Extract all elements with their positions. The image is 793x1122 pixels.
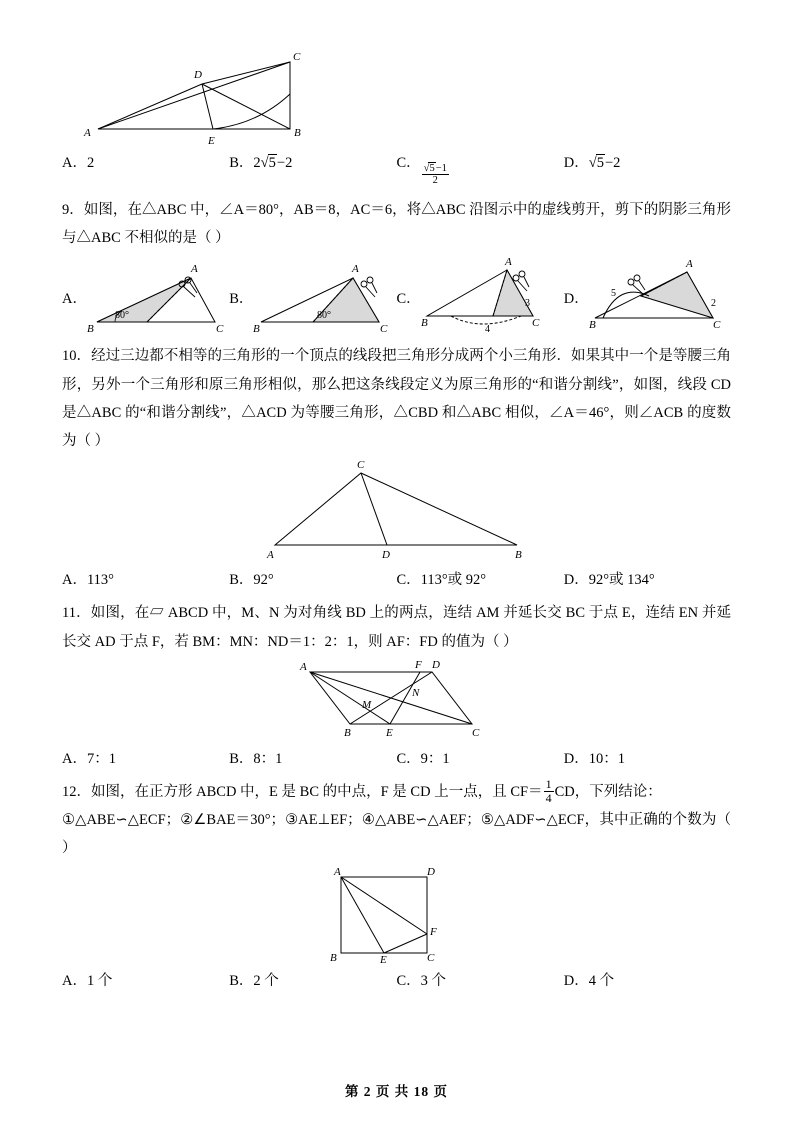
q12-C: C (426, 951, 434, 963)
page-footer: 第 2 页 共 18 页 (344, 1084, 449, 1099)
q11-parallelogram-svg (272, 658, 522, 743)
q10-choice-b[interactable]: B．92° (229, 572, 274, 589)
q9-b-C: C (380, 323, 388, 336)
sqrt-icon: √5 (423, 162, 435, 174)
q12-choice-b[interactable]: B．2 个 (229, 972, 279, 989)
q11-M: M (361, 698, 371, 711)
q9-b-B: B (253, 323, 261, 336)
q8-choice-c-label: C． (396, 155, 421, 171)
q8-choice-c-den: 2 (432, 174, 438, 186)
question-11-text: 11．如图，在▱ ABCD 中，M、N 为对角线 BD 上的两点，连结 AM 并延长交 BC 于点 E，连结 EN 并延长交 AD 于点 F，若 BM：MN：ND＝1：2：1，则 AF：FD 的值为（ ） (62, 605, 731, 650)
svg-text:B: B (294, 127, 301, 139)
q9-option-b-label: B． (229, 290, 254, 307)
q11-figure (62, 658, 731, 743)
q9-c-n4: 4 (484, 324, 490, 336)
svg-text:E: E (208, 135, 215, 147)
q8-choice-b[interactable] (229, 151, 396, 186)
q8-choice-a[interactable] (62, 151, 229, 186)
q9-figure-a (87, 256, 227, 338)
q9-figure-d (589, 256, 729, 338)
q8-choice-d-suffix: −2 (604, 155, 621, 171)
q11-N: N (411, 686, 419, 699)
q10-D: D (381, 549, 390, 562)
q12-choice-d[interactable]: D．4 个 (563, 972, 615, 989)
q8-choices (62, 151, 731, 186)
q9-a-B: B (86, 323, 94, 336)
q8-choice-d-label: D． (563, 155, 589, 171)
q8-choice-b-radicand: 5 (268, 155, 276, 171)
sqrt-icon: √5 (260, 155, 276, 171)
q11-choice-a[interactable]: A．7：1 (62, 750, 116, 767)
q8-choice-a-label: A． (62, 155, 87, 171)
question-10-text: 10．经过三边都不相等的三角形的一个顶点的线段把三角形分成两个小三角形．如果其中一个是等腰三角形，另外一个三角形和原三角形相似，那么把这条线段定义为原三角形的“和谐分割线”，如图，线段 CD 是△ABC 的“和谐分割线”，△ACD 为等腰三角形，△CBD 和△ABC 相似，∠A＝46°，则∠ACB 的度数为（ ） (62, 348, 731, 450)
q12-cf-den: 4 (545, 791, 552, 805)
q12-B: B (329, 951, 337, 963)
q12-A: A (333, 866, 341, 878)
q8-choice-b-label: B． (229, 155, 254, 171)
q11-F: F (414, 658, 422, 671)
q9-option-a-label: A． (62, 290, 87, 307)
question-12-text-line1 (62, 778, 731, 806)
q8-choice-c-fraction (422, 163, 449, 186)
q12-square-svg (297, 867, 497, 963)
q11-B: B (343, 726, 351, 739)
q9-d-C: C (712, 319, 721, 332)
q12-figure (62, 867, 731, 963)
q12-choice-c[interactable]: C．3 个 (396, 972, 447, 989)
q8-choice-c-num (422, 163, 449, 175)
q9-a-A: A (190, 263, 198, 276)
q11-choice-d[interactable]: D．10：1 (563, 750, 625, 767)
q9-figure-b (253, 256, 393, 338)
svg-text:D: D (194, 69, 202, 81)
q8-choice-c-num-suffix: −1 (435, 162, 447, 174)
q11-choice-b[interactable]: B．8：1 (229, 750, 283, 767)
q11-C: C (471, 726, 479, 739)
q10-C: C (356, 459, 364, 472)
q12-line1-end: CD，下列结论： (554, 783, 662, 800)
q10-choice-d[interactable]: D．92°或 134° (563, 572, 655, 589)
q9-d-n2: 2 (710, 298, 716, 310)
q10-choice-c[interactable]: C．113°或 92° (396, 572, 487, 589)
q8-choice-d[interactable] (564, 151, 731, 186)
q8-choice-b-suffix: −2 (276, 155, 293, 171)
q12-choice-a[interactable]: A．1 个 (62, 972, 113, 989)
q10-figure (62, 459, 731, 564)
q9-d-B: B (588, 319, 596, 332)
q11-choice-c[interactable]: C．9：1 (396, 750, 450, 767)
q8-choice-c-radicand: 5 (429, 162, 435, 174)
q12-E: E (379, 953, 387, 963)
q8-choice-d-radicand: 5 (596, 155, 604, 171)
q8-choice-a-value: 2 (86, 155, 95, 171)
sqrt-icon: √5 (588, 155, 604, 171)
q10-choice-a[interactable]: A．113° (62, 572, 114, 589)
q9-option-d-label: D． (563, 290, 589, 307)
svg-text:A: A (84, 127, 91, 139)
q11-choices (62, 747, 731, 768)
q9-d-n5: 5 (610, 288, 616, 300)
q9-a-C: C (215, 323, 224, 336)
q9-b-A: A (352, 263, 360, 276)
q8-choice-b-coef: 2 (253, 155, 261, 171)
q9-figure-c (421, 256, 561, 338)
q12-cf-num: 1 (545, 777, 552, 792)
q8-figure (62, 44, 731, 149)
q12-F: F (429, 925, 437, 938)
q9-figures (62, 256, 731, 338)
q8-triangle-svg (80, 44, 340, 149)
q9-b-angle: 80° (317, 310, 332, 322)
q11-E: E (385, 726, 393, 739)
svg-text:C: C (293, 51, 301, 63)
q10-triangle-svg (247, 459, 547, 564)
q11-D: D (431, 658, 440, 671)
q10-choices (62, 568, 731, 589)
question-12-text-line2: ①△ABE∽△ECF；②∠BAE＝30°；③AE⊥EF；④△ABE∽△AEF；⑤△ADF∽△ECF，其中正确的个数为（ ） (62, 812, 731, 857)
question-9-text: 9．如图，在△ABC 中，∠A＝80°，AB＝8，AC＝6，将△ABC 沿图示中的虚线剪开，剪下的阴影三角形与△ABC 不相似的是（ ） (62, 201, 731, 246)
q9-c-B: B (420, 317, 428, 330)
q10-B: B (514, 549, 522, 562)
q9-c-A: A (504, 256, 512, 269)
q12-line1-start: 12．如图，在正方形 ABCD 中，E 是 BC 的中点，F 是 CD 上一点，且 CF＝ (62, 783, 543, 800)
q9-option-c-label: C． (396, 290, 421, 307)
q12-D: D (426, 866, 435, 878)
q9-d-A: A (685, 258, 693, 271)
q8-choice-c[interactable] (397, 151, 564, 186)
q9-c-n3: 3 (524, 298, 530, 310)
q9-c-C: C (531, 317, 540, 330)
q12-fraction-cf (544, 778, 554, 804)
q9-a-angle: 80° (114, 310, 129, 322)
q10-A: A (266, 549, 274, 562)
q12-choices (62, 969, 731, 990)
q11-A: A (299, 660, 307, 673)
